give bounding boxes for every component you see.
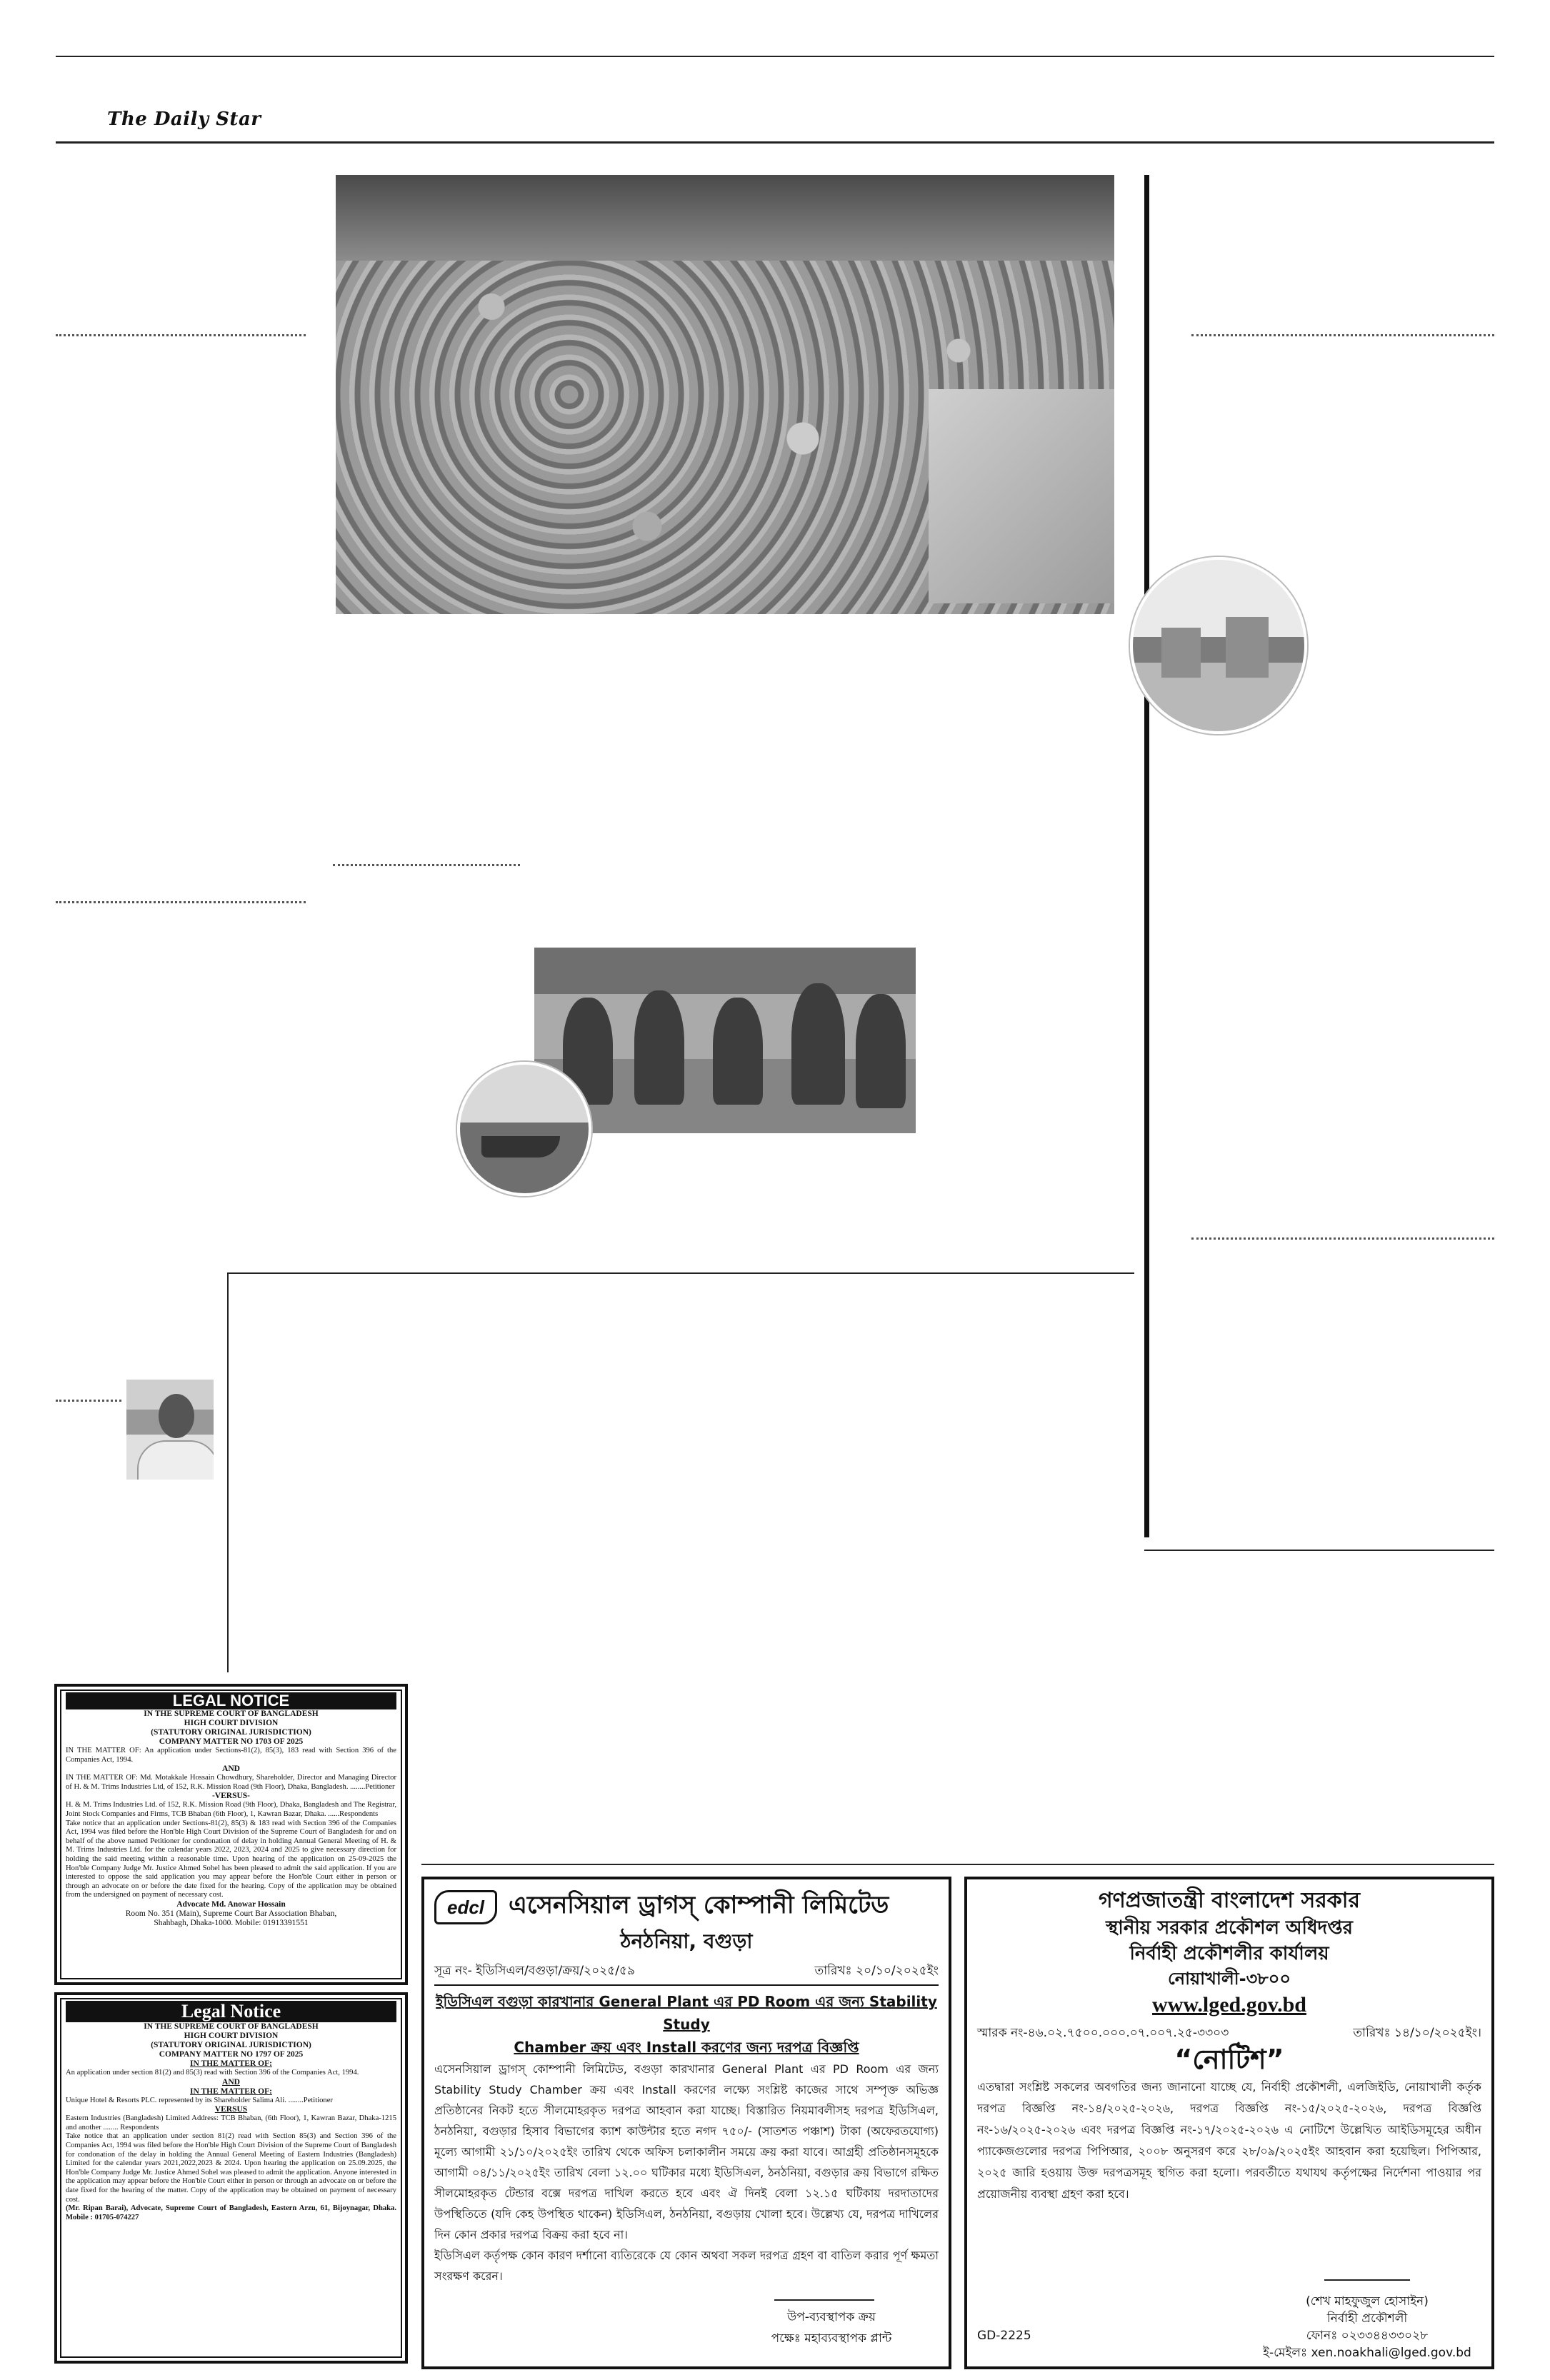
bridge-pier xyxy=(1161,628,1201,678)
edcl-body-1: এসেনসিয়াল ড্রাগস্ কোম্পানী লিমিটেড, বগুড়া কারখানার General Plant এর PD Room এর জন্য Stability Study Chamber ক্রয় এবং Install করণের লক্ষ্যে সংশ্লিষ্ট কাজের সাথে সম্পৃক্ত অভিজ্ঞ প্রতিষ্ঠানের নিকট হতে সীলমোহরকৃত দরপত্র আহবান করা যাচ্ছে। বিস্তারিত নিয়মাবলীসহ দরপত্র ইডিসিএল, ঠনঠনিয়া, বগুড়ার হিসাব বিভাগের ক্যাশ কাউন্টার হতে নগদ ৭৫০/- (সাতশত পঞ্চাশ) টাকা (অফেরতযোগ্য) মূল্যে আগামী ২১/১০/২০২৫ইং তারিখ থেকে অফিস চলাকালীন সময়ে ক্রয় করা যাবে। আগ্রহী প্রতিষ্ঠানসমূহকে আগামী ০৪/১১/২০২৫ইং তারিখ বেলা ১২.০০ ঘটিকার মধ্যে ইডিসিএল, ঠনঠনিয়া, বগুড়ার ক্রয় বিভাগে রক্ষিত সীলমোহরকৃত টেন্ডার বক্সে দরপত্র দাখিল করতে হবে এবং ঐ দিনই বেলা ১২.১৫ ঘটিকায় দরদাতাদের উপস্থিতিতে (যদি কেহ উপস্থিত থাকেন) ইডিসিএল, ঠনঠনিয়া, বগুড়ায় খোলা হবে। উল্লেখ্য যে, দরপত্র দাখিলের দিন কোন প্রকার দরপত্র বিক্রয় করা হবে না। xyxy=(434,2062,939,2241)
court-jurisdiction: (STATUTORY ORIGINAL JURISDICTION) xyxy=(151,2041,311,2049)
notice-body: Take notice that an application under Sections-81(2), 85(3) & 183 read with Section 396 of the Companies Act, 1994 was filed before the Hon'ble High Court Division of the Supreme Court of Bangladesh for and on behalf of the above named Petitioner for condonation of delay in holding Annual General Meeting of H. & M. Trims Industries Ltd. for the calendar years 2022, 2023, 2024 and 2025 to give necessary direction for holding the said meeting within a reasonable time. Upon hearing of the application on 25-09-2025 the Hon'ble Company Judge Mr. Justice Ahmed Sohel has been pleased to admit the said application. If you are interested to oppose the said application you may appear before the Hon'ble Court either in person or through an advocate on or before the date fixed for the hearing. Copy of the application may be obtained from the undersigned on payment of necessary cost. xyxy=(66,1819,396,1899)
edcl-company-name: এসেনসিয়াল ড্রাগস্ কোম্পানী লিমিটেড xyxy=(509,1891,889,1919)
top-rule xyxy=(56,56,1494,57)
respondents-para: H. & M. Trims Industries Ltd. of 152, R.K. Mission Road (9th Floor), Dhaka, Bangladesh and The Registrar, Joint Stock Companies and Firms, TCB Bhaban (6th Floor), 1, Kawran Bazar, Dhaka. ......Respondents xyxy=(66,1801,396,1818)
company-matter-no: COMPANY MATTER NO 1703 OF 2025 xyxy=(159,1737,304,1746)
court-name: IN THE SUPREME COURT OF BANGLADESH xyxy=(144,1709,319,1718)
lged-department: স্থানীয় সরকার প্রকৌশল অধিদপ্তর xyxy=(1106,1917,1353,1939)
lged-memo-no: স্মারক নং-৪৬.০২.৭৫০০.০০০.০৭.০০৭.২৫-৩৩০৩ xyxy=(977,2026,1229,2040)
bridge-inset-photo xyxy=(1130,557,1307,734)
photo-person xyxy=(634,990,684,1105)
right-col-separator-1 xyxy=(1191,334,1494,336)
lged-date: তারিখঃ ১৪/১০/২০২৫ইং। xyxy=(1353,2026,1481,2040)
in-the-matter-heading: IN THE MATTER OF: xyxy=(190,2087,272,2096)
and-separator: AND xyxy=(222,2077,240,2087)
portrait-photo xyxy=(126,1380,214,1480)
portrait-body xyxy=(137,1440,214,1480)
lged-gov-name: গণপ্রজাতন্ত্রী বাংলাদেশ সরকার xyxy=(1099,1888,1360,1913)
legal-notice-1-title: LEGAL NOTICE xyxy=(66,1692,396,1709)
photo-person xyxy=(713,998,763,1105)
photo-trees xyxy=(336,175,1114,261)
header-rule xyxy=(56,141,1494,144)
matter-para-2: IN THE MATTER OF: Md. Motakkale Hossain Chowdhury, Shareholder, Director and Managing Director of H. & M. Trims Industries Ltd, of 152, R.K. Mission Road (9th Floor), Dhaka, Bangladesh. ........Petitioner xyxy=(66,1774,396,1791)
notice-body: Take notice that an application under section 81(2) read with Section 85(3) and Section 396 of the Companies Act, 1994 was filed before the Hon'ble High Court Division of the Supreme Court of Bangladesh for condonation of the delay in holding the Annual General Meeting of Eastern Industries (Bangladesh) Limited for the calendar years 2021,2022,2023 & 2024. Upon hearing the application on 25.09.2025, the Hon'ble Company Judge Mr. Justice Ahmed Sohel was pleased to admit the application. Anyone interested in the application may appear before the Hon'ble Court either in person or through an advocate on or before the date fixed for the hearing of the matter. Copy of the application may be obtained on payment of necessary cost. xyxy=(66,2132,396,2204)
right-bottom-rule xyxy=(1144,1550,1494,1551)
mid-rule xyxy=(227,1272,1134,1274)
edcl-signatory-behalf: পক্ষেঃ মহাব্যবস্থাপক প্লান্ট xyxy=(771,2331,892,2346)
center-col-separator xyxy=(333,864,520,866)
bridge-pier xyxy=(1226,617,1269,678)
lged-notice-ad xyxy=(964,1877,1494,2369)
advocate-address-1: Room No. 351 (Main), Supreme Court Bar Association Bhaban, xyxy=(125,1909,337,1918)
boat-hull xyxy=(481,1136,560,1158)
meeting-photo xyxy=(534,948,916,1133)
lged-website: www.lged.gov.bd xyxy=(1152,1993,1306,2017)
edcl-location: ঠনঠনিয়া, বগুড়া xyxy=(620,1929,753,1953)
boat-inset-photo xyxy=(457,1062,591,1196)
edcl-subject-2: Chamber ক্রয় এবং Install করণের জন্য দরপত্র বিজ্ঞপ্তি xyxy=(514,2039,859,2056)
right-column-rule xyxy=(1144,175,1149,1537)
company-matter-no: COMPANY MATTER NO 1797 OF 2025 xyxy=(159,2050,304,2059)
edcl-logo: edcl xyxy=(434,1890,497,1924)
coconut-shells-photo xyxy=(336,175,1114,614)
lged-signatory-title: নির্বাহী প্রকৌশলী xyxy=(1326,2311,1408,2326)
advocate-address-2: Shahbagh, Dhaka-1000. Mobile: 01913391551 xyxy=(154,1918,309,1927)
versus-separator: VERSUS xyxy=(214,2105,248,2114)
advocate-signature: (Mr. Ripan Barai), Advocate, Supreme Court of Bangladesh, Eastern Arzu, 61, Bijoynagar, Dhaka. Mobile : 01705-074227 xyxy=(66,2204,396,2221)
photo-person xyxy=(856,994,906,1108)
legal-notice-2 xyxy=(54,1992,408,2364)
edcl-signature-mark xyxy=(774,2299,874,2301)
respondents-para: Eastern Industries (Bangladesh) Limited Address: TCB Bhaban, (6th Floor), 1, Kawran Bazar, Dhaka-1215 and another ........ Respondents xyxy=(66,2114,396,2132)
edcl-signatory-title: উপ-ব্যবস্থাপক ক্রয় xyxy=(786,2310,876,2324)
photo-person xyxy=(791,983,845,1105)
edcl-date: তারিখঃ ২০/১০/২০২৫ইং xyxy=(814,1964,939,1978)
lged-signature-mark xyxy=(1324,2279,1410,2281)
versus-separator: -VERSUS- xyxy=(211,1792,251,1801)
lged-signatory-name: (শেখ মাহফুজুল হোসাইন) xyxy=(1306,2294,1429,2309)
advocate-name: Advocate Md. Anowar Hossain xyxy=(176,1899,286,1909)
lged-office: নির্বাহী প্রকৌশলীর কার্যালয় xyxy=(1129,1943,1329,1964)
lged-body: এতদ্বারা সংশ্লিষ্ট সকলের অবগতির জন্য জানানো যাচ্ছে যে, নির্বাহী প্রকৌশলী, এলজিইডি, নোয়াখালী কর্তৃক দরপত্র বিজ্ঞপ্তি নং-১৪/২০২৫-২০২৬, দরপত্র বিজ্ঞপ্তি নং-১৫/২০২৫-২০২৬, দরপত্র বিজ্ঞপ্তি নং-১৬/২০২৫-২০২৬ এবং দরপত্র বিজ্ঞপ্তি নং-১৭/২০২৫-২০২৬ এ নোটিশে উল্লেখিত আইডিসমূহের অধীন প্যাকেজগুলোর দরপত্র পিপিআর, ২০০৮ অনুসরণ করে ২৮/০৯/২০২৫ইং আহবান করা হয়েছিল। পিপিআর, ২০২৫ জারি হওয়ায় উক্ত দরপত্রসমূহ স্থগিত করা হলো। পরবর্তীতে যথাযথ কর্তৃপক্ষের নির্দেশনা পাওয়ার পর প্রয়োজনীয় ব্যবস্থা গ্রহণ করা হবে। xyxy=(977,2080,1481,2201)
ads-top-rule xyxy=(421,1864,1494,1865)
court-division: HIGH COURT DIVISION xyxy=(184,2032,279,2040)
lged-gd-code: GD-2225 xyxy=(977,2329,1031,2343)
court-jurisdiction: (STATUTORY ORIGINAL JURISDICTION) xyxy=(151,1728,311,1737)
portrait-head xyxy=(159,1394,194,1438)
legal-notice-1 xyxy=(54,1684,408,1985)
lged-notice-heading: “নোটিশ” xyxy=(1174,2044,1284,2075)
left-col-separator-3 xyxy=(56,1400,121,1402)
edcl-subject-1: ইডিসিএল বগুড়া কারখানার General Plant এর PD Room এর জন্য Stability Study xyxy=(436,1993,937,2033)
matter-para-1: IN THE MATTER OF: An application under Sections-81(2), 85(3), 183 read with Section 396 of the Companies Act, 1994. xyxy=(66,1747,396,1764)
edcl-tender-ad xyxy=(421,1877,951,2369)
mid-vertical-rule xyxy=(227,1272,229,1672)
lged-phone: ফোনঃ ০২৩৩৪৪৩৩০২৮ xyxy=(1306,2329,1429,2343)
right-col-separator-2 xyxy=(1191,1237,1494,1240)
edcl-ref-no: সূত্র নং- ইডিসিএল/বগুড়া/ক্রয়/২০২৫/৫৯ xyxy=(434,1964,636,1978)
court-name: IN THE SUPREME COURT OF BANGLADESH xyxy=(144,2022,319,2031)
in-the-matter-heading: IN THE MATTER OF: xyxy=(190,2059,272,2068)
left-col-separator-1 xyxy=(56,334,306,336)
lged-email: ই-মেইলঃ xen.noakhali@lged.gov.bd xyxy=(1263,2346,1471,2360)
left-col-separator-2 xyxy=(56,901,306,903)
and-separator: AND xyxy=(222,1764,240,1774)
edcl-body-2: ইডিসিএল কর্তৃপক্ষ কোন কারণ দর্শানো ব্যতিরেকে যে কোন অথবা সকল দরপত্র গ্রহণ বা বাতিল করার পূর্ণ ক্ষমতা সংরক্ষণ করেন। xyxy=(434,2249,939,2283)
lged-city: নোয়াখালী-৩৮০০ xyxy=(1168,1969,1291,1989)
petitioner-para: Unique Hotel & Resorts PLC. represented by its Shareholder Salima Ali. ........Petitioner xyxy=(66,2096,333,2104)
legal-notice-2-title: Legal Notice xyxy=(66,2001,396,2022)
masthead: The Daily Star xyxy=(107,109,261,130)
photo-tarp xyxy=(929,389,1114,603)
court-division: HIGH COURT DIVISION xyxy=(184,1719,279,1727)
matter-para-1: An application under section 81(2) and 85(3) read with Section 396 of the Companies Act, 1994. xyxy=(66,2069,359,2077)
